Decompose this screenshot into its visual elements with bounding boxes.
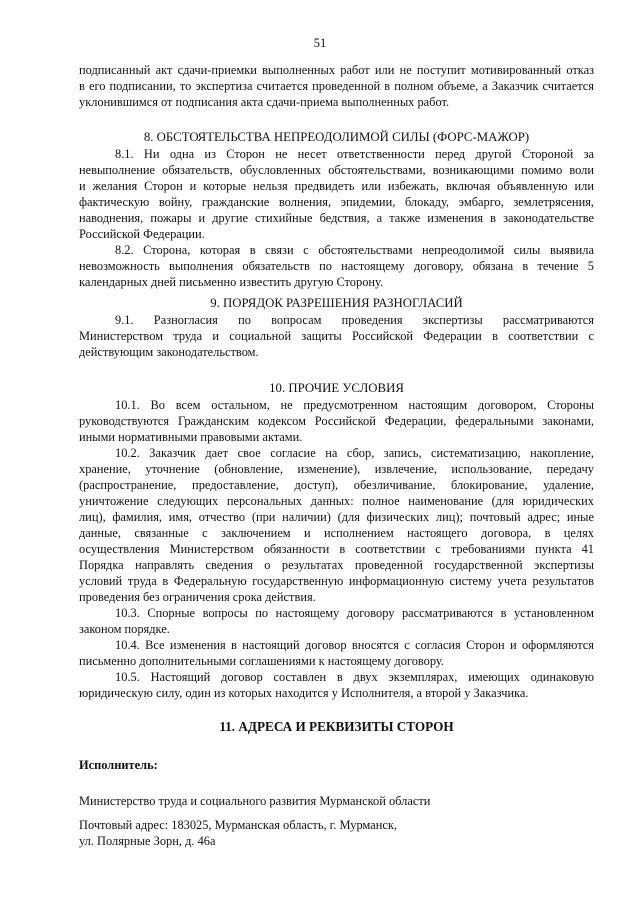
section-8-p1-line-2: невыполнение обязательств, обусловленных обстоятельствами, возникающими помимо воли	[79, 163, 594, 177]
section-10-p4-line-1: 10.4. Все изменения в настоящий договор вносятся с согласия Сторон и оформляются	[115, 638, 594, 652]
executor-address-line-2: ул. Полярные Зорн, д. 46а	[79, 834, 216, 848]
section-10-p2-line-3: (распространение, предоставление, доступ), обезличивание, блокирование, удаление,	[79, 478, 594, 492]
section-8-p1-line-4: фактическую войну, гражданские волнения, эпидемии, блокаду, эмбарго, землетрясения,	[79, 195, 594, 209]
section-8-p2-line-2: невозможность выполнения обязательств по настоящему договору, обязана в течение 5	[79, 259, 594, 273]
intro-line-3: уклонившимся от подписания акта сдачи-приема выполненных работ.	[79, 95, 450, 109]
section-8-p1-line-5: наводнения, пожары и другие стихийные бедствия, а также изменения в законодательстве	[79, 211, 594, 225]
section-11-heading: 11. АДРЕСА И РЕКВИЗИТЫ СТОРОН	[219, 719, 454, 734]
section-9-heading: 9. ПОРЯДОК РАЗРЕШЕНИЯ РАЗНОГЛАСИЙ	[210, 296, 463, 310]
section-10-p1-line-3: иными нормативными правовыми актами.	[79, 430, 303, 444]
section-10-p2-line-1: 10.2. Заказчик дает свое согласие на сбор, запись, систематизацию, накопление,	[115, 446, 594, 460]
section-8-p2-line-1: 8.2. Сторона, которая в связи с обстоятельствами непреодолимой силы выявила	[115, 243, 594, 257]
section-8-p1-line-1: 8.1. Ни одна из Сторон не несет ответственности перед другой Стороной за	[115, 147, 594, 161]
section-8-heading: 8. ОБСТОЯТЕЛЬСТВА НЕПРЕОДОЛИМОЙ СИЛЫ (ФОРС-МАЖОР)	[143, 130, 530, 144]
intro-line-2: в его подписании, то экспертиза считается проведенной в полном объеме, а Заказчик считается	[79, 79, 594, 93]
page-number: 51	[313, 36, 327, 50]
executor-address-line-1: Почтовый адрес: 183025, Мурманская область, г. Мурманск,	[79, 818, 397, 832]
intro-line-1: подписанный акт сдачи-приемки выполненных работ или не поступит мотивированный отказ	[79, 63, 594, 77]
section-10-p5-line-1: 10.5. Настоящий договор составлен в двух экземплярах, имеющих одинаковую	[115, 670, 594, 684]
section-9-p1-line-3: действующим законодательством.	[79, 345, 259, 359]
section-10-p2-line-8: Порядка направлять сведения о результатах проведенной государственной экспертизы	[79, 558, 594, 572]
section-10-p2-line-7: осуществления Министерством обязанности в соответствии с требованиями пункта 41	[79, 542, 594, 556]
section-10-p1-line-1: 10.1. Во всем остальном, не предусмотренном настоящим договором, Стороны	[115, 398, 594, 412]
section-8-p1-line-3: и желания Сторон и которые нельзя предвидеть или избежать, включая объявленную или	[79, 179, 594, 193]
executor-label: Исполнитель:	[79, 758, 158, 772]
section-8-p1-line-6: Российской Федерации.	[79, 227, 205, 241]
section-10-p2-line-4: уничтожение следующих персональных данных: полное наименование (для юридических	[79, 494, 594, 508]
section-10-p1-line-2: руководствуются Гражданским кодексом Российской Федерации, федеральными законами,	[79, 414, 594, 428]
section-8-p2-line-3: календарных дней письменно известить другую Сторону.	[79, 275, 384, 289]
section-10-p2-line-6: данные, связанные с заключением и исполнением настоящего договора, в целях	[79, 526, 594, 540]
section-9-p1-line-1: 9.1. Разногласия по вопросам проведения экспертизы рассматриваются	[115, 313, 594, 327]
section-10-p4-line-2: письменно дополнительными соглашениями к настоящему договору.	[79, 654, 444, 668]
section-10-p2-line-5: лиц), фамилия, имя, отчество (при наличии) (для физических лиц); почтовый адрес; иные	[79, 510, 594, 524]
section-10-p2-line-10: проведения без ограничения срока действия.	[79, 590, 316, 604]
section-10-p3-line-1: 10.3. Спорные вопросы по настоящему договору рассматриваются в установленном	[115, 606, 594, 620]
section-10-p2-line-9: условий труда в Федеральную государственную информационную систему учета результатов	[79, 574, 594, 588]
section-10-p5-line-2: юридическую силу, один из которых находится у Исполнителя, а второй у Заказчика.	[79, 686, 529, 700]
section-10-p2-line-2: хранение, уточнение (обновление, изменение), извлечение, использование, передачу	[79, 462, 594, 476]
section-10-heading: 10. ПРОЧИЕ УСЛОВИЯ	[269, 381, 404, 395]
executor-org-name: Министерство труда и социального развития Мурманской области	[79, 794, 431, 808]
section-10-p3-line-2: законом порядке.	[79, 622, 170, 636]
section-9-p1-line-2: Министерством труда и социальной защиты Российской Федерации в соответствии с	[79, 329, 594, 343]
